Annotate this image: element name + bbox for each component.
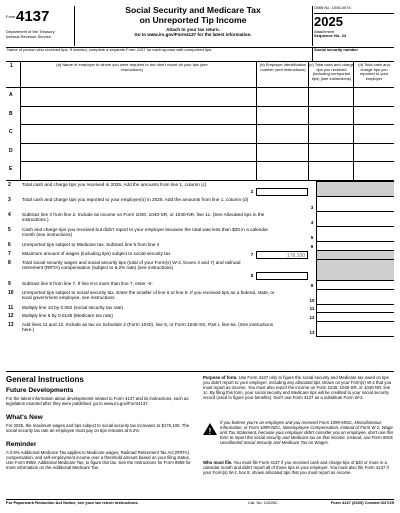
form-title-block bbox=[74, 6, 312, 37]
tax-year: 2025 bbox=[314, 13, 394, 29]
form-label: Form bbox=[6, 14, 16, 19]
line-3-number: 3 bbox=[8, 197, 11, 203]
line-13-box-label: 13 bbox=[309, 329, 315, 335]
line-11-box-label: 11 bbox=[309, 306, 315, 311]
line-13-text: Add lines 11 and 12. Include as tax on Schedule 2 (Form 1040), line 5, or Form 1040-SS, Part I, line 6a. (See instructions here.) bbox=[22, 321, 274, 332]
line-7-amount-field bbox=[316, 250, 394, 259]
line-7-inner-value: 176,100 bbox=[286, 252, 305, 259]
who-text: You must file Form 4137 if you received cash and charge tips of $20 or more in a calendar month and didn't report all of those tips to your employer. You must also file Form 4137 if your Form(s) W-2, box 8, shows allocated tips that you must report as income. bbox=[203, 460, 389, 475]
line-12-number: 12 bbox=[8, 313, 14, 319]
ssn-label: Social security number bbox=[314, 47, 359, 52]
caution-text: If you believe you're an employee and you received Form 1099-MISC, Miscellaneous Information, or Form 1099-NEC, Nonemployee Compensation, instead of Form W-2, Wage and Tax Statement, because your employer didn't consider you an employee, don't use this form to report the social security and Medicare tax on that income. Instead, use Form 8919, Uncollected Social Security and Medicare Tax on Wages. bbox=[220, 420, 394, 445]
attach-note: Attach to your tax return. bbox=[166, 27, 220, 32]
row-label-c: C bbox=[9, 129, 13, 136]
line-2-amount-field bbox=[316, 181, 394, 196]
line-11-amount-field[interactable] bbox=[316, 304, 394, 313]
line-8-text: Total social security wages and social security tips (total of your Form(s) W-2, boxes 3 and 7) and railroad retirement (RRTA) compensation (subject to 6.2% rate) (see instructions) bbox=[22, 259, 241, 270]
line-8-number: 8 bbox=[8, 259, 11, 266]
line-9-box-label: 9 bbox=[310, 282, 314, 288]
name-field[interactable] bbox=[6, 53, 312, 61]
line-4-number: 4 bbox=[8, 212, 11, 218]
line-7-number: 7 bbox=[8, 250, 11, 257]
row-label-a: A bbox=[9, 92, 13, 98]
row-d-tips-received-field[interactable] bbox=[309, 143, 353, 162]
line-12-amount-field[interactable] bbox=[316, 312, 394, 321]
row-label-e: E bbox=[9, 166, 13, 173]
line-4-text: Subtract line 3 from line 2. Include as income on Form 1040, 1040-SR, or 1040-NR, line 1c. (See Allocated tips in the instructions.) bbox=[22, 212, 265, 223]
line-10-box-label: 10 bbox=[309, 297, 315, 303]
row-c-tips-reported-field[interactable] bbox=[354, 124, 394, 143]
general-instructions-heading: General Instructions bbox=[6, 375, 84, 384]
line-2-inner-label: 2 bbox=[250, 189, 254, 194]
row-d-ein-field[interactable] bbox=[257, 143, 308, 162]
purpose-title: Purpose of form. bbox=[203, 375, 238, 380]
line-7-text: Maximum amount of wages (including tips) subject to social security tax bbox=[22, 250, 171, 256]
ssn-field[interactable] bbox=[313, 53, 394, 61]
form-title-line1: Social Security and Medicare Tax bbox=[125, 5, 261, 15]
line-2-text: Total cash and charge tips you received in 2025. Add the amounts from line 1, column (c) bbox=[22, 182, 207, 187]
form-title-line2: on Unreported Tip Income bbox=[139, 14, 247, 25]
col-b-header: (b) Employer identification number (see instructions) bbox=[259, 62, 307, 72]
reminder-title: Reminder bbox=[6, 441, 37, 448]
svg-text:!: ! bbox=[208, 427, 212, 435]
line-8-amount-field bbox=[316, 259, 394, 280]
row-b-employer-name-field[interactable] bbox=[21, 106, 256, 125]
form-id-block bbox=[6, 6, 66, 44]
line-2-number: 2 bbox=[8, 182, 11, 188]
row-d-employer-name-field[interactable] bbox=[21, 143, 256, 162]
line-4-amount-field[interactable] bbox=[316, 211, 394, 226]
line-8-inner-field[interactable] bbox=[256, 272, 308, 280]
line-3-box-label: 3 bbox=[310, 205, 314, 210]
row-a-ein-field[interactable] bbox=[257, 87, 308, 106]
line-12-text: Multiply line 6 by 0.0145 (Medicare tax rate) bbox=[22, 313, 113, 318]
row-d-tips-reported-field[interactable] bbox=[354, 143, 394, 162]
purpose-paragraph bbox=[203, 375, 394, 400]
who-must-file-paragraph bbox=[203, 460, 394, 475]
line-3-text: Total cash and charge tips you reported to your employer(s) in 2025. Add the amounts from line 1, column (d) bbox=[22, 197, 249, 202]
line-5-box-label: 5 bbox=[310, 235, 314, 240]
reminder-text: A 0.9% Additional Medicare Tax applies to Medicare wages, Railroad Retirement Tax Act (RRTA) compensation, and self-employment income over a threshold amount based on your filing status. Use Form 8959, Additional Medicare Tax, to figure this tax. See the Instructions for Form 8959 for more information on the Additional Medicare Tax. bbox=[6, 450, 191, 470]
future-dev-text: For the latest information about developments related to Form 4137 and its instructions, such as legislation enacted after they were published, go to www.irs.gov/Form4137. bbox=[6, 396, 189, 406]
taxpayer-name-label: Name of person who received tips. If married, complete a separate Form 4137 for each spouse with unreported tips. bbox=[7, 47, 213, 52]
purpose-text: Use Form 4137 only to figure the social security and Medicare tax owed on tips you didn't report to your employer, including any allocated tips shown on your Form(s) W-2 that you must report as income. You must also report the income on Form 1040, 1040-SR, or 1040-NR, line 1c. By filing this form, your social security and Medicare tips will be credited to your social security record (used to figure your benefits). Don't use Form 4137 as a substitute Form W-2. bbox=[203, 375, 392, 400]
attachment-label: Attachment bbox=[314, 28, 335, 34]
line-10-number: 10 bbox=[8, 289, 14, 296]
line-9-amount-field[interactable] bbox=[316, 280, 394, 289]
line-11-number: 11 bbox=[8, 304, 14, 311]
row-label-b: B bbox=[9, 110, 13, 117]
cat-number: Cat. No. 12626C bbox=[248, 500, 278, 505]
row-label-d: D bbox=[9, 147, 13, 154]
line-3-amount-field[interactable] bbox=[316, 196, 394, 211]
line-6-box-label: 6 bbox=[310, 243, 314, 249]
line1-number: 1 bbox=[10, 63, 13, 69]
row-a-tips-reported-field[interactable] bbox=[354, 87, 394, 106]
row-e-tips-reported-field[interactable] bbox=[354, 161, 394, 180]
row-c-tips-received-field[interactable] bbox=[309, 124, 353, 143]
form-number: 4137 bbox=[16, 8, 50, 25]
col-a-header: (a) Name of employer to whom you were required to but didn't report all your tips (see instructions) bbox=[56, 62, 208, 72]
line-6-amount-field[interactable] bbox=[316, 241, 394, 250]
line-8-inner-label: 8 bbox=[250, 272, 254, 278]
dept-treasury: Department of the Treasury bbox=[6, 29, 55, 34]
col-d-header: (d) Total cash and charge tips you reported to your employer bbox=[358, 62, 390, 81]
row-b-tips-received-field[interactable] bbox=[309, 106, 353, 125]
line-2-inner-field[interactable] bbox=[256, 188, 308, 196]
line-4-box-label: 4 bbox=[310, 220, 314, 225]
row-e-ein-field[interactable] bbox=[257, 161, 308, 180]
line-6-number: 6 bbox=[8, 242, 11, 248]
line-6-text: Unreported tips subject to Medicare tax. Subtract line 5 from line 4 bbox=[22, 242, 160, 247]
footer-form: Form 4137 (2025) Created 3/27/25 bbox=[330, 500, 394, 505]
line-7-inner-label: 7 bbox=[250, 251, 254, 257]
row-e-employer-name-field[interactable] bbox=[21, 161, 256, 180]
irs-label: Internal Revenue Service bbox=[6, 34, 51, 39]
sequence-number: Sequence No. 24 bbox=[314, 33, 347, 39]
line-5-number: 5 bbox=[8, 227, 11, 233]
line-5-amount-field[interactable] bbox=[316, 226, 394, 241]
line-9-number: 9 bbox=[8, 280, 11, 287]
row-a-tips-received-field[interactable] bbox=[309, 87, 353, 106]
line-10-amount-field[interactable] bbox=[316, 289, 394, 304]
line-9-text: Subtract line 8 from line 7. If line 8 is more than line 7, enter -0- bbox=[22, 280, 153, 286]
whats-new-text: For 2025, the maximum wages and tips subject to social security tax increases to $176,100. The social security tax rate an employee must pay on tips remains at 6.2%. bbox=[6, 423, 190, 433]
row-b-ein-field[interactable] bbox=[257, 106, 308, 125]
line-12-box-label: 12 bbox=[309, 314, 315, 320]
line-5-text: Cash and charge tips you received but didn't report to your employer because the total was less than $20 in a calendar month (see instructions) bbox=[22, 227, 269, 238]
future-dev-title: Future Developments bbox=[6, 387, 74, 394]
line-10-text: Unreported tips subject to social security tax. Enter the smaller of line 6 or line 9. If you received tips as a federal, state, or local government employee, see instructions bbox=[22, 289, 275, 300]
line-11-text: Multiply line 10 by 0.062 (social security tax rate) bbox=[22, 304, 124, 310]
row-e-tips-received-field[interactable] bbox=[309, 161, 353, 180]
row-b-tips-reported-field[interactable] bbox=[354, 106, 394, 125]
year-block bbox=[314, 6, 394, 39]
omb-number: OMB No. 1545-0074 bbox=[314, 5, 351, 10]
caution-icon bbox=[203, 422, 217, 434]
col-c-header: (c) Total cash and charge tips you received (including unreported tips) (see instructions) bbox=[309, 62, 354, 81]
row-c-ein-field[interactable] bbox=[257, 124, 308, 143]
line-7-inner-field[interactable] bbox=[256, 251, 308, 259]
line-13-amount-field[interactable] bbox=[316, 321, 394, 336]
row-a-employer-name-field[interactable] bbox=[21, 87, 256, 106]
line-13-number: 13 bbox=[8, 321, 14, 328]
whats-new-title: What's New bbox=[6, 414, 43, 421]
who-title: Who must file. bbox=[203, 460, 233, 465]
pra-notice: For Paperwork Reduction Act Notice, see your tax return instructions. bbox=[6, 500, 139, 505]
row-c-employer-name-field[interactable] bbox=[21, 124, 256, 143]
goto-url: Go to www.irs.gov/Form4137 for the latest information. bbox=[134, 32, 252, 37]
